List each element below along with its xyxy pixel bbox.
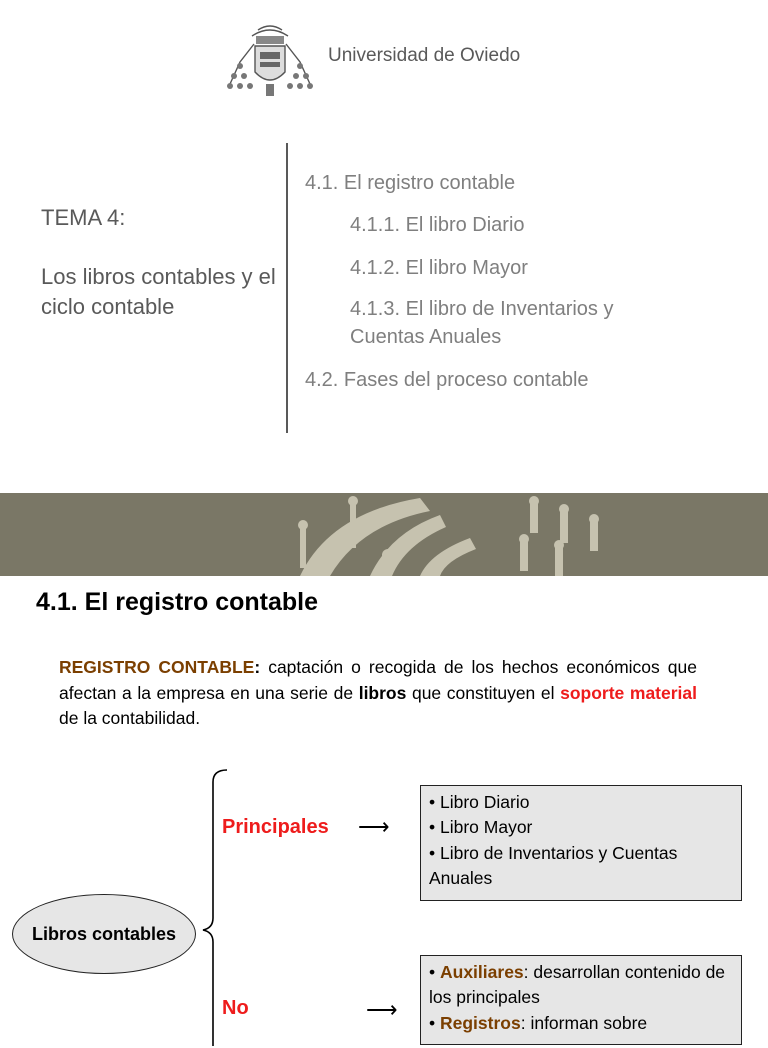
term-colon: :	[254, 657, 261, 677]
definition-text-3: de la contabilidad.	[59, 708, 201, 729]
tema-title: Los libros contables y el ciclo contable	[41, 264, 276, 320]
toc-item-4-1-3: 4.1.3. El libro de Inventarios y Cuentas Anuales	[350, 298, 614, 348]
university-name: Universidad de Oviedo	[328, 45, 521, 66]
term-registro-contable: REGISTRO CONTABLE	[59, 657, 255, 677]
auxiliares-text: : desarrollan contenido de los principales	[429, 962, 726, 1008]
university-crest-icon	[222, 22, 318, 100]
term-soporte-material: soporte material	[560, 682, 698, 703]
toc-item-4-1-1: 4.1.1. El libro Diario	[350, 214, 525, 236]
term-registros: Registros	[440, 1012, 521, 1033]
toc-item-4-2: 4.2. Fases del proceso contable	[305, 369, 589, 391]
tema-number: TEMA 4:	[41, 205, 126, 230]
section-title: 4.1. El registro contable	[36, 588, 319, 616]
libros-contables-label: Libros contables	[31, 923, 177, 944]
arrow-right-icon: ⟶	[366, 997, 398, 1022]
content-slide	[0, 576, 768, 1033]
no-label: No	[222, 997, 249, 1019]
arrow-right-icon: ⟶	[358, 814, 390, 839]
toc-item-4-1-2: 4.1.2. El libro Mayor	[350, 257, 528, 279]
list-item	[429, 1011, 733, 1036]
no-principales-box	[420, 955, 742, 1045]
term-libros: libros	[358, 682, 407, 703]
term-auxiliares: Auxiliares	[440, 962, 524, 982]
decorative-band	[0, 493, 768, 576]
crest-watermark-icon	[0, 493, 768, 576]
bullet: •	[429, 1012, 440, 1033]
principales-box	[420, 785, 742, 901]
list-item: • Libro de Inventarios y Cuentas Anuales	[429, 842, 678, 889]
cover-slide	[0, 0, 768, 493]
definition-paragraph	[59, 655, 697, 732]
list-item: • Libro Diario	[429, 792, 530, 812]
registros-text: : informan sobre	[520, 1012, 648, 1033]
principales-label: Principales	[222, 816, 329, 838]
toc-item-4-1: 4.1. El registro contable	[305, 172, 516, 194]
definition-text-2: que constituyen el	[406, 682, 561, 703]
bullet: •	[429, 962, 440, 982]
list-item	[429, 960, 733, 1011]
divider-line	[286, 143, 288, 433]
definition-text-1: captación o recogida de los hechos económicos que afectan a la empresa en una serie de	[59, 657, 697, 703]
list-item: • Libro Mayor	[429, 817, 533, 838]
